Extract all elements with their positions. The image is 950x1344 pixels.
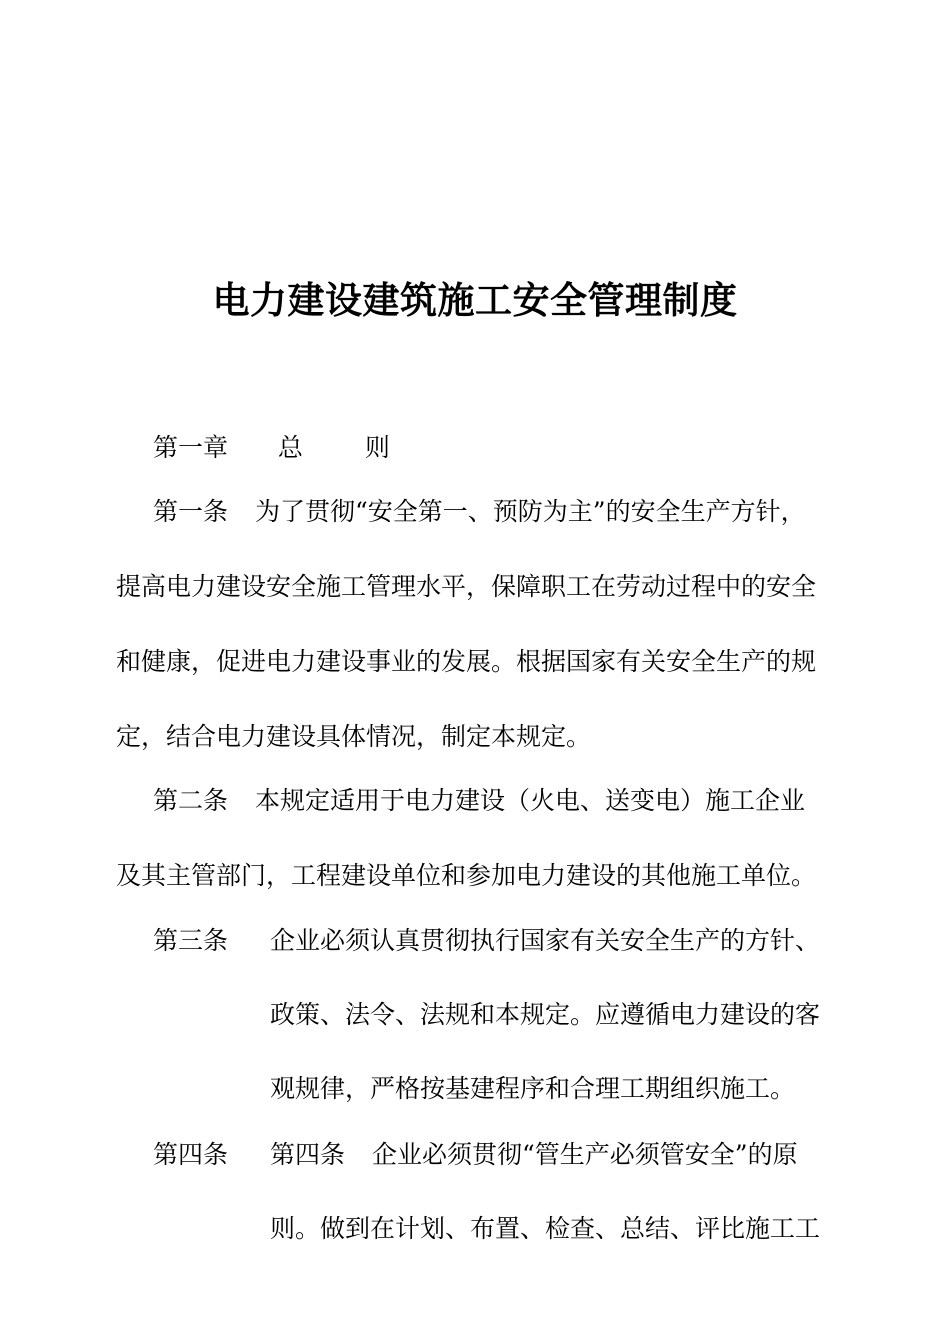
article-4-inner-label: 第四条 bbox=[270, 1140, 346, 1169]
article-4-text-2: 则。做到在计划、布置、检查、总结、评比施工工 bbox=[270, 1214, 821, 1243]
article-1-text-1: 为了贯彻“安全第一、预防为主”的安全生产方针， bbox=[255, 497, 806, 526]
article-3-text-3: 观规律，严格按基建程序和合理工期组织施工。 bbox=[270, 1074, 796, 1103]
article-2-text-1: 本规定适用于电力建设（火电、送变电）施工企业 bbox=[255, 786, 806, 815]
article-2-label: 第二条 bbox=[153, 786, 229, 815]
chapter-heading bbox=[153, 433, 390, 463]
document-title: 电力建设建筑施工安全管理制度 bbox=[212, 279, 738, 322]
article-3-label: 第三条 bbox=[153, 926, 229, 955]
article-2-first-line bbox=[153, 786, 805, 816]
article-1-first-line bbox=[153, 497, 806, 527]
article-3-text-2: 政策、法令、法规和本规定。应遵循电力建设的客 bbox=[270, 1000, 821, 1029]
article-1-label: 第一条 bbox=[153, 497, 229, 526]
article-1-text-3: 和健康，促进电力建设事业的发展。根据国家有关安全生产的规 bbox=[116, 647, 817, 676]
article-3-text-1: 企业必须认真贯彻执行国家有关安全生产的方针、 bbox=[270, 926, 821, 955]
article-2-text-2: 及其主管部门，工程建设单位和参加电力建设的其他施工单位。 bbox=[116, 861, 817, 890]
chapter-number: 第一章 bbox=[153, 433, 229, 462]
article-4-text-1: 企业必须贯彻“管生产必须管安全”的原 bbox=[372, 1140, 798, 1169]
chapter-word-1: 总 bbox=[277, 433, 303, 462]
article-4-first-line bbox=[270, 1140, 798, 1170]
article-1-text-2: 提高电力建设安全施工管理水平，保障职工在劳动过程中的安全 bbox=[116, 572, 817, 601]
chapter-word-2: 则 bbox=[364, 433, 390, 462]
article-4-label: 第四条 bbox=[153, 1140, 229, 1169]
article-1-text-4: 定，结合电力建设具体情况，制定本规定。 bbox=[116, 722, 592, 751]
